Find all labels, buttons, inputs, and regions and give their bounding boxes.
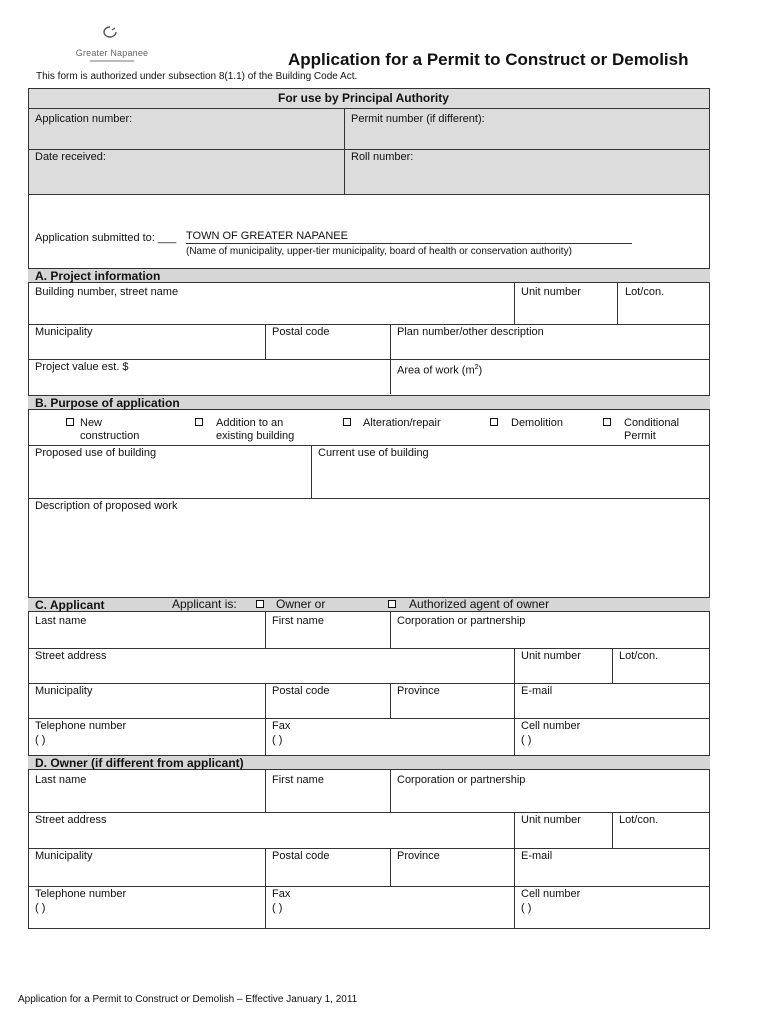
applicant-is-label: Applicant is: [172, 597, 237, 611]
proposed-use-field[interactable]: Proposed use of building [35, 447, 157, 459]
owner-fax-paren: ( ) [272, 902, 283, 914]
postal-code-field[interactable]: Postal code [272, 326, 330, 338]
applicant-postal-field[interactable]: Postal code [272, 685, 330, 697]
authorization-note: This form is authorized under subsection 8(1.1) of the Building Code Act. [36, 71, 358, 82]
divider [265, 848, 266, 929]
divider [612, 648, 613, 683]
owner-lot-field[interactable]: Lot/con. [619, 814, 659, 826]
divider [390, 612, 391, 648]
submitted-to-note: (Name of municipality, upper-tier municipality, board of health or conservation authority) [186, 246, 572, 257]
demolition-label: Demolition [511, 417, 563, 429]
agent-label: Authorized agent of owner [409, 597, 550, 611]
alteration-label: Alteration/repair [363, 417, 441, 429]
new-construction-label-1: New [80, 417, 103, 429]
date-received-field[interactable]: Date received: [35, 151, 106, 163]
section-b-title: B. Purpose of application [35, 396, 180, 410]
submitted-to-underline [186, 243, 632, 244]
owner-street-field[interactable]: Street address [35, 814, 107, 826]
applicant-corporation-field[interactable]: Corporation or partnership [397, 615, 526, 627]
applicant-last-name-field[interactable]: Last name [35, 615, 87, 627]
section-a-header [28, 268, 710, 283]
applicant-lot-field[interactable]: Lot/con. [619, 650, 659, 662]
divider [390, 770, 391, 812]
divider [265, 683, 266, 755]
municipality-field[interactable]: Municipality [35, 326, 93, 338]
divider [28, 683, 710, 684]
conditional-permit-label-2: Permit [624, 430, 656, 442]
divider [28, 324, 710, 325]
applicant-unit-field[interactable]: Unit number [521, 650, 581, 662]
authority-heading: For use by Principal Authority [278, 91, 449, 105]
divider [28, 886, 710, 887]
divider [265, 612, 266, 648]
lot-con-field[interactable]: Lot/con. [625, 286, 665, 298]
divider [514, 648, 515, 683]
submitted-to-value[interactable]: TOWN OF GREATER NAPANEE [186, 230, 348, 242]
roll-number-field[interactable]: Roll number: [351, 151, 414, 163]
divider [390, 848, 391, 886]
applicant-cell-field[interactable]: Cell number [521, 720, 581, 732]
owner-postal-field[interactable]: Postal code [272, 850, 330, 862]
divider [28, 498, 710, 499]
divider [344, 108, 345, 194]
divider [28, 718, 710, 719]
owner-unit-field[interactable]: Unit number [521, 814, 581, 826]
divider [514, 848, 515, 929]
applicant-telephone-paren: ( ) [35, 734, 46, 746]
divider [265, 324, 266, 359]
permit-number-field[interactable]: Permit number (if different): [351, 113, 485, 125]
owner-first-name-field[interactable]: First name [272, 774, 324, 786]
addition-label-1: Addition to an [216, 417, 284, 429]
area-close-paren: ) [478, 364, 483, 377]
area-of-work-field[interactable] [397, 361, 482, 378]
applicant-cell-paren: ( ) [521, 734, 532, 746]
submitted-to-label: Application submitted to: ___ [35, 232, 177, 244]
section-b-header [28, 395, 710, 410]
section-a-title: A. Project information [35, 269, 161, 283]
owner-label: Owner or [276, 597, 326, 611]
logo-mark-icon [103, 26, 117, 38]
owner-telephone-field[interactable]: Telephone number [35, 888, 127, 900]
section-d-header [28, 755, 710, 770]
divider [514, 683, 515, 755]
application-number-field[interactable]: Application number: [35, 113, 133, 125]
section-c-title: C. Applicant [35, 598, 105, 612]
project-value-field[interactable]: Project value est. $ [35, 361, 129, 373]
owner-email-field[interactable]: E-mail [521, 850, 553, 862]
logo-tagline [90, 60, 134, 62]
area-of-work-label: Area of work (m [397, 364, 475, 377]
applicant-municipality-field[interactable]: Municipality [35, 685, 93, 697]
agent-checkbox[interactable] [388, 600, 396, 608]
divider [28, 445, 710, 446]
applicant-fax-field[interactable]: Fax [272, 720, 291, 732]
demolition-checkbox[interactable] [490, 418, 498, 426]
logo-name: Greater Napanee [75, 48, 149, 58]
plan-number-field[interactable]: Plan number/other description [397, 326, 544, 338]
conditional-permit-label-1: Conditional [624, 417, 680, 429]
divider [28, 812, 710, 813]
divider [28, 194, 710, 195]
divider [617, 283, 618, 324]
new-construction-checkbox[interactable] [66, 418, 74, 426]
divider [28, 108, 710, 109]
current-use-field[interactable]: Current use of building [318, 447, 429, 459]
owner-cell-paren: ( ) [521, 902, 532, 914]
owner-cell-field[interactable]: Cell number [521, 888, 581, 900]
form-title: Application for a Permit to Construct or Demolish [288, 50, 689, 69]
applicant-fax-paren: ( ) [272, 734, 283, 746]
owner-checkbox[interactable] [256, 600, 264, 608]
section-c-header [28, 597, 710, 612]
owner-fax-field[interactable]: Fax [272, 888, 291, 900]
applicant-province-field[interactable]: Province [397, 685, 440, 697]
divider [311, 445, 312, 498]
owner-province-field[interactable]: Province [397, 850, 440, 862]
applicant-email-field[interactable]: E-mail [521, 685, 553, 697]
divider [514, 812, 515, 848]
owner-municipality-field[interactable]: Municipality [35, 850, 93, 862]
divider [28, 149, 710, 150]
description-field[interactable]: Description of proposed work [35, 500, 178, 512]
section-d-title: D. Owner (if different from applicant) [35, 756, 244, 770]
applicant-telephone-field[interactable]: Telephone number [35, 720, 127, 732]
building-number-field[interactable]: Building number, street name [35, 286, 179, 298]
addition-label-2: existing building [216, 430, 295, 442]
page-footer: Application for a Permit to Construct or Demolish – Effective January 1, 2011 [18, 994, 358, 1005]
conditional-permit-checkbox[interactable] [603, 418, 611, 426]
applicant-first-name-field[interactable]: First name [272, 615, 324, 627]
owner-corporation-field[interactable]: Corporation or partnership [397, 774, 526, 786]
area-unit-superscript: 2 [474, 364, 479, 371]
unit-number-field[interactable]: Unit number [521, 286, 581, 298]
new-construction-label-2: construction [80, 430, 140, 442]
owner-telephone-paren: ( ) [35, 902, 46, 914]
addition-checkbox[interactable] [195, 418, 203, 426]
divider [514, 283, 515, 324]
divider [28, 359, 710, 360]
divider [612, 812, 613, 848]
divider [28, 848, 710, 849]
owner-last-name-field[interactable]: Last name [35, 774, 87, 786]
divider [28, 648, 710, 649]
municipality-logo [72, 26, 152, 66]
divider [265, 770, 266, 812]
alteration-checkbox[interactable] [343, 418, 351, 426]
applicant-street-field[interactable]: Street address [35, 650, 107, 662]
divider [390, 683, 391, 718]
